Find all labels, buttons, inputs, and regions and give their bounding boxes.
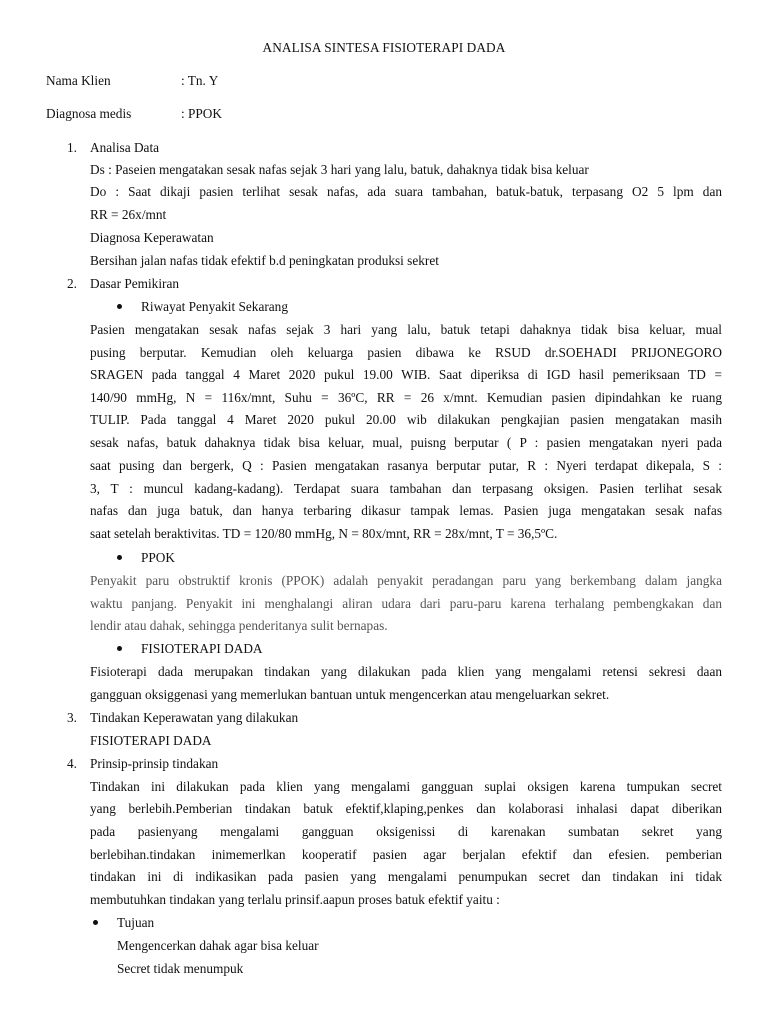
bullet-chest-physiotherapy: FISIOTERAPI DADA: [141, 641, 263, 656]
history-paragraph-line: pusing berputar. Kemudian oleh keluarga pasien dibawa ke RSUD dr.SOEHADI PRIJONEGORO: [90, 345, 722, 360]
section-2-number: 2.: [67, 276, 77, 291]
medical-diagnosis-value: : PPOK: [181, 106, 223, 121]
history-paragraph-line: 3, T : muncul kadang-kadang). Terdapat suara tambahan dan terpasang oksigen. Pasien terlihat sesak: [90, 481, 722, 496]
subjective-data-line: Ds : Paseien mengatakan sesak nafas sejak 3 hari yang lalu, batuk, dahaknya tidak bisa keluar: [90, 162, 589, 177]
section-2-heading: Dasar Pemikiran: [90, 276, 179, 291]
goal-item: Secret tidak menumpuk: [117, 961, 244, 976]
objective-data-line: Do : Saat dikaji pasien terlihat sesak nafas, ada suara tambahan, batuk-batuk, terpasang O2 5 lpm dan: [90, 184, 722, 199]
nursing-diagnosis-heading: Diagnosa Keperawatan: [90, 230, 214, 245]
client-name-label: Nama Klien: [46, 73, 111, 88]
bullet-icon: [93, 920, 98, 925]
principles-paragraph-line: membutuhkan tindakan yang terlalu prinsif.aapun proses batuk efektif yaitu :: [90, 892, 500, 907]
principles-paragraph-line: berlebihan.tindakan inimemerlkan kooperatif pasien agar berjalan efektif dan efesien. pemberian: [90, 847, 722, 862]
physiotherapy-paragraph-line: gangguan oksiggenasi yang memerlukan bantuan untuk mengencerkan atau mengeluarkan sekret.: [90, 687, 610, 702]
section-3-heading: Tindakan Keperawatan yang dilakukan: [90, 710, 299, 725]
section-4-number: 4.: [67, 756, 77, 771]
section-3-number: 3.: [67, 710, 77, 725]
copd-paragraph-line: waktu panjang. Penyakit ini menghalangi aliran udara dari paru-paru karena terhalang pembengkakan dan: [90, 596, 722, 611]
document-title: ANALISA SINTESA FISIOTERAPI DADA: [262, 40, 506, 55]
section-4-heading: Prinsip-prinsip tindakan: [90, 756, 219, 771]
goals-heading: Tujuan: [117, 915, 155, 930]
history-paragraph-line: SRAGEN pada tanggal 4 Maret 2020 pukul 19.00 WIB. Saat diperiksa di IGD hasil pemeriksaan TD =: [90, 367, 722, 382]
history-paragraph-line: sesak nafas, batuk dahaknya tidak bisa keluar, mual, puisng berputar ( P : pasien mengatakan nyeri pada: [90, 435, 722, 450]
physiotherapy-paragraph-line: Fisioterapi dada merupakan tindakan yang dilakukan pada klien yang mengalami retensi sekresi daan: [90, 664, 722, 679]
medical-diagnosis-label: Diagnosa medis: [46, 106, 132, 121]
bullet-copd: PPOK: [141, 550, 175, 565]
bullet-icon: [117, 304, 122, 309]
bullet-icon: [117, 555, 122, 560]
bullet-icon: [117, 646, 122, 651]
principles-paragraph-line: tindakan ini di indikasikan pada pasien yang mengalami penumpukan secret dan tindakan ini tidak: [90, 869, 722, 884]
history-paragraph-line: 140/90 mmHg, N = 116x/mnt, Suhu = 36ºC, RR = 26 x/mnt. Kemudian pasien dipindahkan ke ruang: [90, 390, 722, 405]
copd-paragraph-line: lendir atau dahak, sehingga penderitanya sulit bernapas.: [90, 618, 388, 633]
nursing-diagnosis-text: Bersihan jalan nafas tidak efektif b.d peningkatan produksi sekret: [90, 253, 439, 268]
history-paragraph-line: nafas dan juga batuk, dan hanya terbaring dikasur tampak lemas. Pasien juga mengatakan sesak nafas: [90, 503, 722, 518]
history-paragraph-line: saat pusing dan bergerk, Q : Pasien mengatakan rasanya berputar putar, R : Nyeri terdapat dikepala, S :: [90, 458, 722, 473]
principles-paragraph-line: yang berlebih.Pemberian tindakan batuk efektif,klaping,penkes dan kolaborasi inhalasi dapat diberikan: [90, 801, 722, 816]
objective-data-line-2: RR = 26x/mnt: [90, 207, 167, 222]
action-performed: FISIOTERAPI DADA: [90, 733, 212, 748]
principles-paragraph-line: Tindakan ini dilakukan pada klien yang mengalami gangguan suplai oksigen karena tumpukan secret: [90, 779, 722, 794]
history-paragraph-line: saat setelah beraktivitas. TD = 120/80 mmHg, N = 80x/mnt, RR = 28x/mnt, T = 36,5ºC.: [90, 526, 558, 541]
bullet-current-history: Riwayat Penyakit Sekarang: [141, 299, 288, 314]
principles-paragraph-line: pada pasienyang mengalami gangguan oksigenissi di karenakan sumbatan sekret yang: [90, 824, 722, 839]
goal-item: Mengencerkan dahak agar bisa keluar: [117, 938, 319, 953]
section-1-heading: Analisa Data: [90, 140, 160, 155]
section-1-number: 1.: [67, 140, 77, 155]
client-name-value: : Tn. Y: [181, 73, 219, 88]
history-paragraph-line: Pasien mengatakan sesak nafas sejak 3 hari yang lalu, batuk tetapi dahaknya tidak bisa keluar, mual: [90, 322, 722, 337]
copd-paragraph-line: Penyakit paru obstruktif kronis (PPOK) adalah penyakit peradangan paru yang berkembang dalam jangka: [90, 573, 722, 588]
history-paragraph-line: TULIP. Pada tanggal 4 Maret 2020 pukul 20.00 wib dilakukan pengkajian pasien mengatakan masih: [90, 412, 722, 427]
